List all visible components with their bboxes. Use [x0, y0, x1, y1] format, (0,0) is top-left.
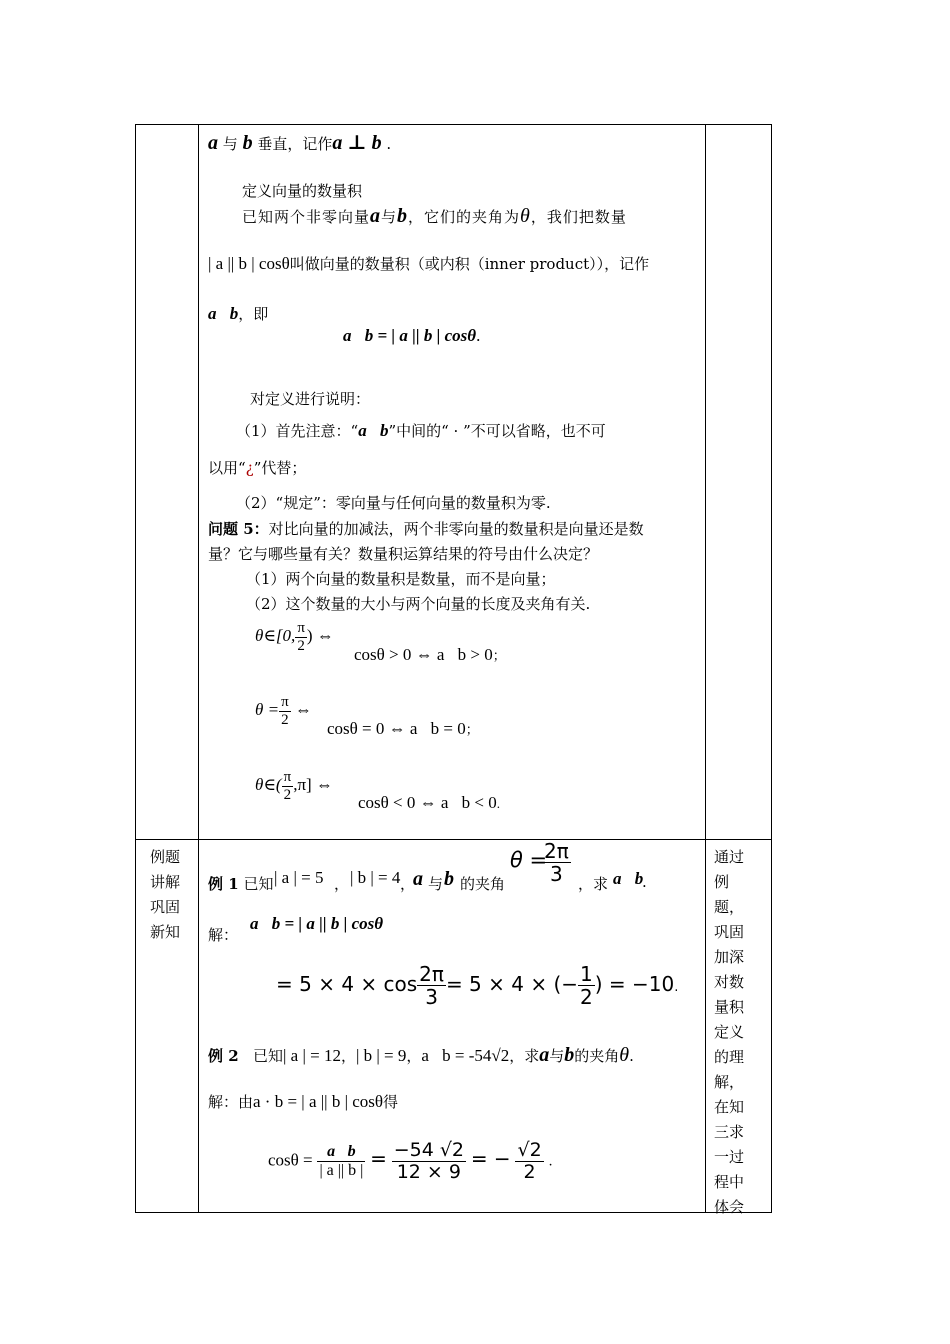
note-1-line-a: （1）首先注意：“a⃞b”中间的“ · ”不可以省略，也不可: [236, 421, 606, 440]
right-label-line: 题，: [714, 898, 745, 916]
question-5-line-2: 量？它与哪些量有关？数量积运算结果的符号由什么决定？: [208, 545, 599, 563]
right-label-line: 通过: [714, 848, 745, 866]
case-obtuse: θ∈( $\frac{\pi}{2}$ ,π] ⇔: [255, 769, 333, 803]
left-label-line: 巩固: [150, 898, 181, 916]
definition-paragraph-1: 已知两个非零向量a与b，它们的夹角为θ，我们把数量: [242, 205, 627, 227]
definition-paragraph-2: | a || b | cosθ叫做向量的数量积（或内积（inner product）），记作: [208, 254, 650, 273]
right-label-column: [714, 845, 754, 1220]
table-cell-top-right: [705, 124, 772, 840]
case-obtuse-result: cosθ < 0 ⇔ a⃞b < 0.: [358, 793, 500, 812]
left-label-line: 例题: [150, 848, 181, 866]
right-label-line: 解，: [714, 1073, 745, 1091]
definition-paragraph-3: a⃞b，即: [208, 304, 269, 323]
solution-2-line-2: cosθ = $\frac{a⃞b}{| a || b |}$ = $\frac{-54 √2}{12 \times 9}$ = − $\frac{√2}{2}$ .: [268, 1139, 553, 1183]
note-1-line-b: 以用“¿”代替；: [208, 459, 307, 477]
case-acute: θ∈[0, $\frac{\pi}{2}$ ) ⇔: [255, 620, 334, 654]
table-cell-top-left: [135, 124, 199, 840]
solution-1-label: 解：: [208, 926, 239, 944]
right-label-line: 对数: [714, 973, 745, 991]
definition-formula: a⃞b = | a || b | cosθ.: [343, 326, 481, 345]
right-label-line: 定义: [714, 1023, 745, 1041]
right-label-line: 体会: [714, 1198, 745, 1216]
left-label-line: 讲解: [150, 873, 181, 891]
left-label-column: [150, 845, 190, 945]
example-2: 例 2 已知| a | = 12，| b | = 9，a⃞b = -54√2，求a与b的夹角θ.: [208, 1044, 634, 1066]
case-right: θ = $\frac{\pi}{2}$ ⇔: [255, 694, 312, 728]
answer-2: （2）这个数量的大小与两个向量的长度及夹角有关.: [246, 595, 591, 613]
answer-1: （1）两个向量的数量积是数量，而不是向量；: [246, 570, 556, 588]
right-label-line: 三求: [714, 1123, 745, 1141]
right-label-line: 程中: [714, 1173, 745, 1191]
definition-title: 定义向量的数量积: [242, 182, 363, 200]
note-2: （2）“规定”：零向量与任何向量的数量积为零.: [236, 494, 551, 512]
note-title: 对定义进行说明：: [250, 390, 371, 408]
perpendicular-line: a 与 b 垂直，记作a ⊥ b .: [208, 132, 392, 154]
solution-1-line-1: a⃞b = | a || b | cosθ: [250, 914, 384, 933]
right-label-line: 加深: [714, 948, 745, 966]
solution-2-line-1: 解：由a · b = | a || b | cosθ得: [208, 1092, 399, 1111]
right-label-line: 量积: [714, 998, 745, 1016]
left-label-line: 新知: [150, 923, 181, 941]
right-label-line: 一过: [714, 1148, 745, 1166]
case-right-result: cosθ = 0 ⇔ a⃞b = 0；: [327, 719, 479, 738]
case-acute-result: cosθ > 0 ⇔ a⃞b > 0；: [354, 645, 506, 664]
right-label-line: 的理: [714, 1048, 745, 1066]
right-label-line: 例: [714, 873, 730, 891]
solution-1-line-2: = 5 × 4 × cos $\frac{2\pi}{3}$ = 5 × 4 × (− $\frac{1}{2}$ ) = −10.: [276, 962, 679, 1009]
right-label-line: 在知: [714, 1098, 745, 1116]
question-5-line-1: 问题 5：对比向量的加减法，两个非零向量的数量积是向量还是数: [208, 520, 644, 538]
right-label-line: 巩固: [714, 923, 745, 941]
